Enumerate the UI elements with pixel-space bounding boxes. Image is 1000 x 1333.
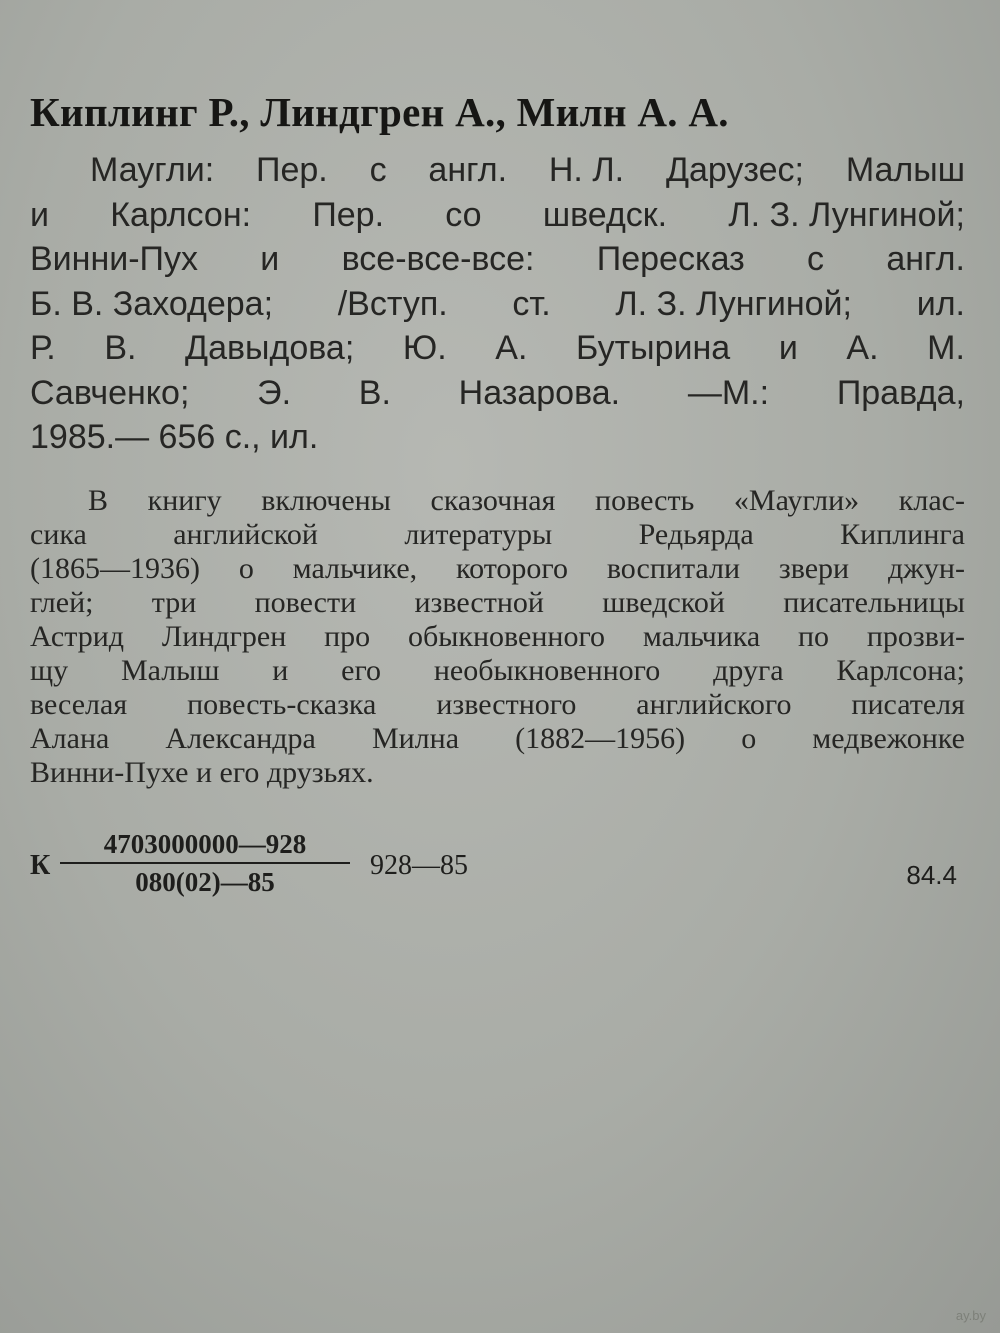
word: о [741,721,757,755]
word: повесть [595,483,695,517]
word: звери [778,551,850,585]
word: включены [261,483,391,517]
word: сика [30,517,87,551]
word: Карлсон: [110,195,252,234]
word: Алана [30,721,110,755]
word: по [797,619,830,653]
word: сказочная [430,483,556,517]
word: Р. [30,329,56,367]
biblio-line [30,282,965,327]
word: ст. [512,284,551,323]
word: повесть-сказка [187,687,377,721]
word: которого [456,551,568,585]
word: и [30,195,49,234]
word: воспитали [606,551,741,585]
word: «Маугли» [733,483,860,517]
word: про [324,619,371,653]
word: 1985.— 656 с., ил. [30,418,319,456]
watermark-text: ay.by [955,1308,986,1323]
fraction-bar [60,862,350,864]
index-numerator: 4703000000—928 [103,829,307,859]
word: —М.: [687,373,770,412]
word: литературы [404,517,553,551]
word: Пересказ [596,240,745,278]
word: и [778,329,798,367]
word: и [272,653,289,687]
annotation-line [30,484,965,518]
annotation-line [30,722,965,756]
biblio-line [30,326,965,371]
word: англ. [428,151,508,189]
word: Бутырина [576,329,731,367]
annotation-line [30,518,965,552]
word: (1882—1956) [515,721,686,755]
word: веселая [30,687,128,721]
bibliographic-description [30,148,965,460]
index-denominator: 080(02)—85 [135,867,275,897]
word: Малыш [120,653,220,687]
word: Ю. [402,329,447,367]
word: писателя [851,687,965,721]
biblio-line [30,237,965,282]
word: Назарова. [458,373,621,412]
word: Киплинга [840,517,965,551]
word: /Вступ. [337,284,448,323]
word: Винни-Пух [30,240,198,278]
order-code: 928—85 [370,850,468,881]
word: В. [104,329,137,367]
classification-codes [30,828,965,918]
word: клас- [898,483,965,517]
word: повести [254,585,357,619]
authors-heading: Киплинг Р., Линдгрен А., Милн А. А. [30,89,729,135]
word: друга [713,653,784,687]
annotation-line [30,552,965,586]
word: Давыдова; [185,329,355,367]
biblio-line [30,148,965,193]
biblio-line [30,371,965,416]
word: Малыш [845,151,965,189]
word: В [88,483,109,517]
word: Пер. [256,151,328,189]
word: известной [414,585,544,619]
word: о [238,551,254,585]
word: Л. З. Лунгиной; [615,284,852,323]
word: обыкновенного [407,619,606,653]
word: (1865—1936) [30,551,200,585]
word: книгу [147,483,222,517]
word: А. [495,329,528,367]
annotation-line [30,586,965,620]
annotation-paragraph [30,484,965,790]
word: медвежонке [812,721,965,755]
word: с [807,240,825,278]
word: щу [30,653,69,687]
word: М. [927,329,965,367]
word: англ. [886,240,965,278]
word: Н. Л. [548,151,625,189]
annotation-line [30,654,965,688]
index-fraction [60,828,350,898]
word: писательницы [783,585,965,619]
bbk-code: 84.4 [906,860,957,890]
word: известного [436,687,577,721]
word: английской [173,517,318,551]
word: мальчике, [292,551,418,585]
word: Линдгрен [161,619,287,653]
word: и [260,240,280,278]
word: джун- [887,551,965,585]
word: его [341,653,382,687]
word: А. [846,329,879,367]
word: шведск. [542,195,668,234]
annotation-line [30,688,965,722]
biblio-line [30,193,965,238]
word: Б. В. Заходера; [30,284,274,323]
word: три [151,585,197,619]
word: Дарузес; [665,151,804,189]
word: Маугли: [90,151,215,189]
word: Астрид [30,619,125,653]
word: Милна [371,721,460,755]
word: глей; [30,585,94,619]
word: Александра [165,721,316,755]
word: В. [358,373,391,412]
word: мальчика [642,619,761,653]
word: все-все-все: [341,240,535,278]
annotation-line [30,620,965,654]
index-letter: К [30,850,51,881]
word: Винни-Пухе и его друзьях. [30,755,374,789]
word: английского [636,687,792,721]
word: со [445,195,482,234]
annotation-line [30,756,965,790]
book-imprint-page [30,88,970,790]
word: Правда, [836,373,965,412]
word: Савченко; [30,373,190,412]
word: шведской [602,585,725,619]
word: прозви- [866,619,965,653]
word: Редьярда [638,517,754,551]
word: Э. [257,373,292,412]
word: ил. [916,284,965,323]
word: с [369,151,387,189]
word: необыкновенного [433,653,661,687]
word: Карлсона; [836,653,965,687]
word: Л. З. Лунгиной; [728,195,965,234]
word: Пер. [312,195,385,234]
biblio-line [30,415,965,460]
